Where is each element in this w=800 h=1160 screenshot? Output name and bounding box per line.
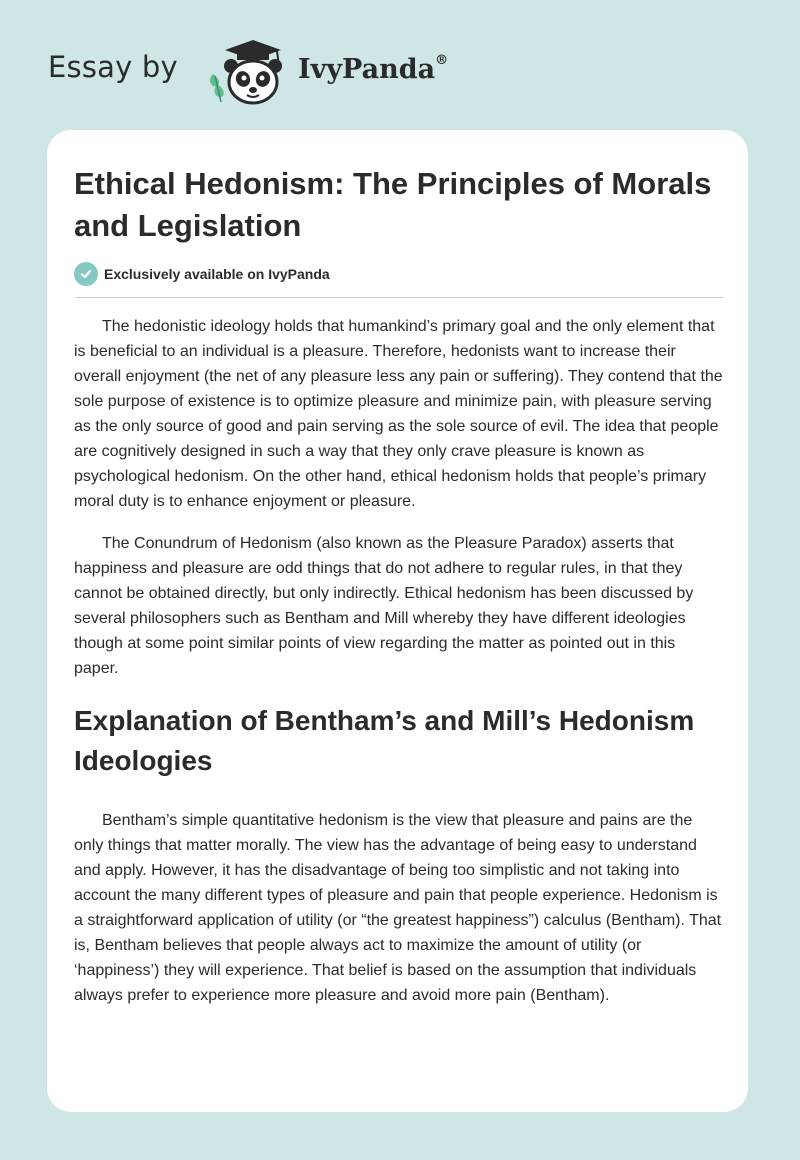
ivy-leaf-icon (210, 74, 224, 102)
paragraph: The Conundrum of Hedonism (also known as the Pleasure Paradox) asserts that happiness and pleasure are odd things that do not adhere to regular rules, in that they cannot be obtained directly, but only indirectly. Ethical hedonism has been discussed by several philosophers such as Bentham and Mill whereby they have different ideologies though at some point similar points of view regarding the matter as pointed out in this paper. (74, 535, 694, 677)
site-header (48, 30, 548, 110)
check-circle-icon (74, 262, 98, 286)
registered-mark: ® (435, 53, 449, 68)
essay-content (74, 163, 724, 1008)
paragraph: Bentham’s simple quantitative hedonism is the view that pleasure and pains are the only things that matter morally. The view has the advantage of being easy to understand and apply. However, it has the disadvantage of being too simplistic and not taking into account the many different types of pleasure and pain that people experience. Hedonism is a straightforward application of utility (or “the greatest happiness”) calculus (Bentham). That is, Bentham believes that people always act to maximize the amount of utility (or ‘happiness’) they will experience. That belief is based on the assumption that individuals always prefer to experience more pleasure and avoid more pain (Bentham). (74, 812, 722, 1004)
essay-title: Ethical Hedonism: The Principles of Morals and Legislation (74, 166, 712, 243)
divider (75, 297, 723, 298)
essay-card (47, 130, 748, 1112)
brand-name[interactable]: IvyPanda® (298, 53, 449, 85)
essay-by-label: Essay by (48, 50, 178, 84)
paragraph: The hedonistic ideology holds that humankind’s primary goal and the only element that is beneficial to an individual is a pleasure. Therefore, hedonists want to increase their overall enjoyment (the net of any pleasure less any pain or suffering). They contend that the sole purpose of existence is to optimize pleasure and minimize pain, with pleasure serving as the only source of good and pain serving as the sole source of evil. The idea that people are cognitively designed in such a way that they only crave pleasure is known as psychological hedonism. On the other hand, ethical hedonism holds that people’s primary moral duty is to enhance enjoyment or pleasure. (74, 318, 723, 510)
exclusive-badge (74, 261, 724, 287)
section-heading: Explanation of Bentham’s and Mill’s Hedonism Ideologies (74, 705, 695, 776)
exclusive-badge-label: Exclusively available on IvyPanda (104, 266, 330, 282)
panda-graduate-icon[interactable] (203, 36, 293, 108)
